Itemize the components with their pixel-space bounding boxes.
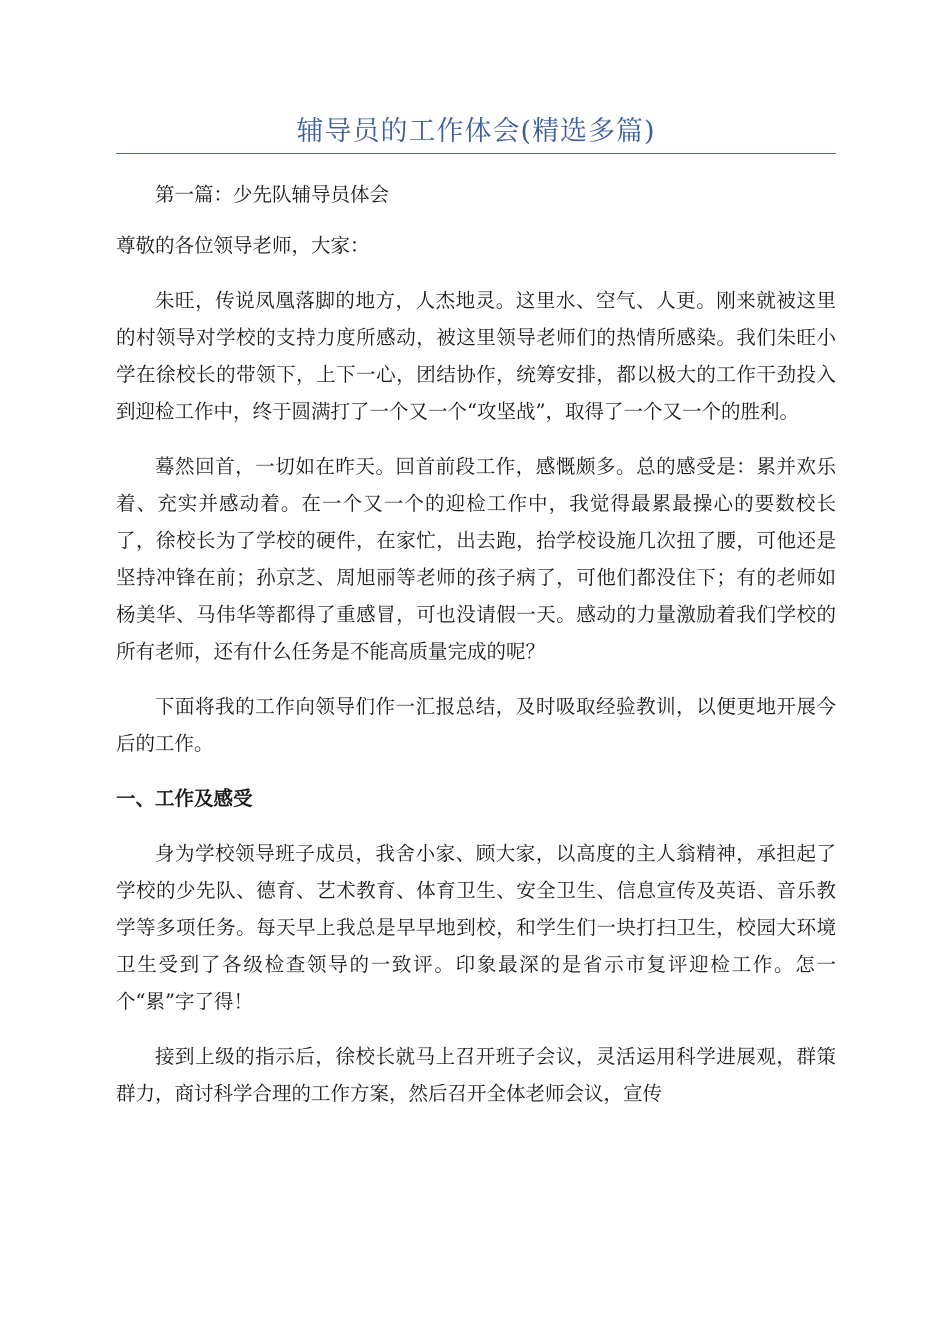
paragraph: 蓦然回首，一切如在昨天。回首前段工作，感慨颇多。总的感受是：累并欢乐着、充实并感动着。在一个又一个的迎检工作中，我觉得最累最操心的要数校长了，徐校长为了学校的硬件，在家忙，出去跑，抬学校设施几次扭了腰，可他还是坚持冲锋在前；孙京芝、周旭丽等老师的孩子病了，可他们都没住下；有的老师如杨美华、马伟华等都得了重感冒，可也没请假一天。感动的力量激励着我们学校的所有老师，还有什么任务是不能高质量完成的呢？ [116,455,836,663]
paragraph: 身为学校领导班子成员，我舍小家、顾大家，以高度的主人翁精神，承担起了学校的少先队、德育、艺术教育、体育卫生、安全卫生、信息宣传及英语、音乐教学等多项任务。每天早上我总是早早地到校，和学生们一块打扫卫生，校园大环境卫生受到了各级检查领导的一致评。印象最深的是省示市复评迎检工作。怎一个“累”字了得！ [116,842,836,1013]
subtitle: 第一篇：少先队辅导员体会 [155,183,390,206]
title-underline [116,153,836,154]
document-title: 辅导员的工作体会(精选多篇) [296,116,656,147]
section-heading: 一、工作及感受 [116,787,253,810]
paragraph: 下面将我的工作向领导们作一汇报总结，及时吸取经验教训，以便更地开展今后的工作。 [116,695,836,755]
salutation: 尊敬的各位领导老师，大家： [116,234,370,257]
paragraph: 接到上级的指示后，徐校长就马上召开班子会议，灵活运用科学进展观，群策群力，商讨科学合理的工作方案，然后召开全体老师会议，宣传 [116,1045,836,1105]
paragraph: 朱旺，传说凤凰落脚的地方，人杰地灵。这里水、空气、人更。刚来就被这里的村领导对学校的支持力度所感动，被这里领导老师们的热情所感染。我们朱旺小学在徐校长的带领下，上下一心，团结协作，统筹安排，都以极大的工作干劲投入到迎检工作中，终于圆满打了一个又一个“攻坚战”，取得了一个又一个的胜利。 [116,289,836,423]
document-body [116,176,836,1130]
